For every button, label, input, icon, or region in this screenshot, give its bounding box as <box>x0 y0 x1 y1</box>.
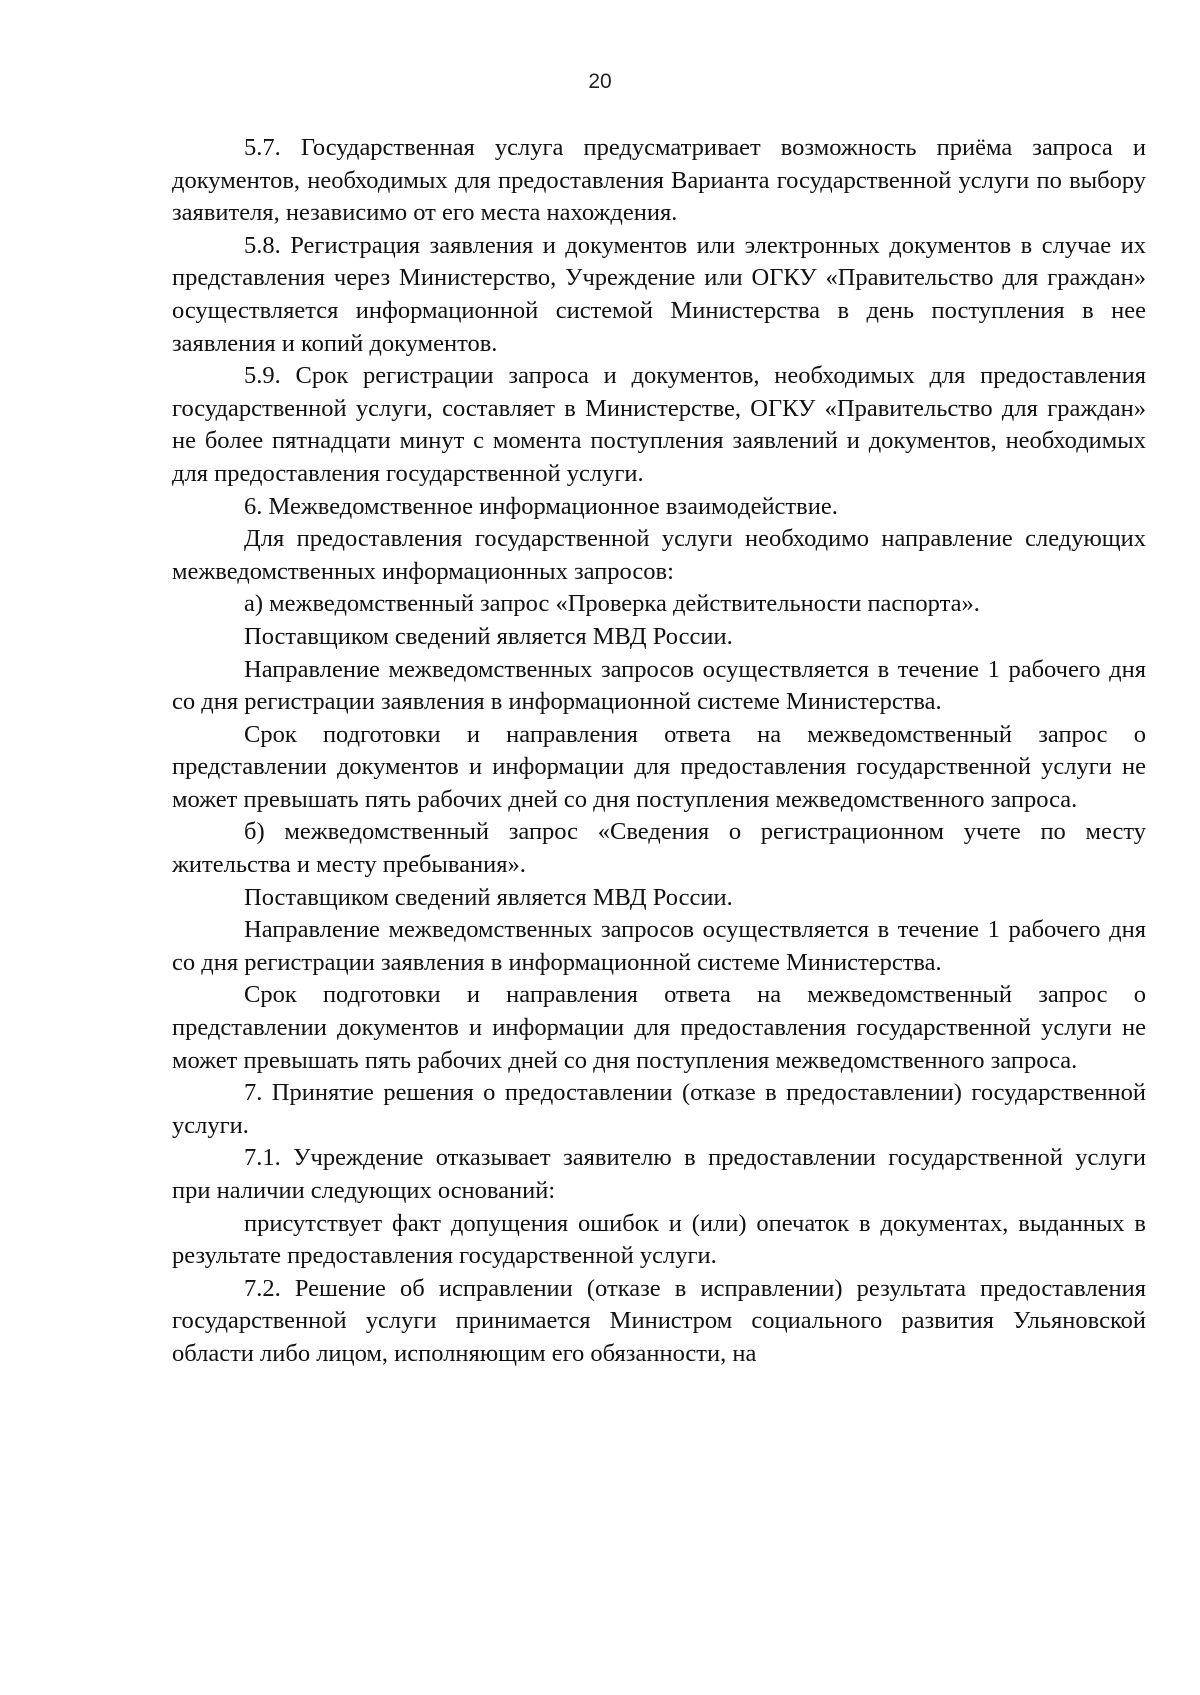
paragraph-5-7: 5.7. Государственная услуга предусматривает возможность приёма запроса и документов, необходимых для предоставления Варианта государственной услуги по выбору заявителя, независимо от его места нахождения. <box>172 134 1146 227</box>
paragraph-deadline-b: Срок подготовки и направления ответа на межведомственный запрос о представлении документов и информации для предоставления государственной услуги не может превышать пять рабочих дней со дня поступления межведомственного запроса. <box>172 981 1146 1074</box>
paragraph-7-1-ground: присутствует факт допущения ошибок и (или) опечаток в документах, выданных в результате предоставления государственной услуги. <box>172 1209 1146 1270</box>
paragraph-supplier-a: Поставщиком сведений является МВД России. <box>244 622 733 650</box>
section-heading-6: 6. Межведомственное информационное взаимодействие. <box>244 492 838 520</box>
paragraph-request-a: а) межведомственный запрос «Проверка действительности паспорта». <box>244 590 980 618</box>
paragraph-7-1: 7.1. Учреждение отказывает заявителю в предоставлении государственной услуги при наличии следующих оснований: <box>172 1144 1146 1204</box>
page-number: 20 <box>588 70 612 93</box>
document-body <box>172 132 1146 1371</box>
paragraph-5-8: 5.8. Регистрация заявления и документов или электронных документов в случае их представления через Министерство, Учреждение или ОГКУ «Правительство для граждан» осуществляется информационной системой Министерства в день поступления в нее заявления и копий документов. <box>172 231 1146 357</box>
paragraph-deadline-a: Срок подготовки и направления ответа на межведомственный запрос о представлении документов и информации для предоставления государственной услуги не может превышать пять рабочих дней со дня поступления межведомственного запроса. <box>172 720 1146 813</box>
paragraph-7-2: 7.2. Решение об исправлении (отказе в исправлении) результата предоставления государственной услуги принимается Министром социального развития Ульяновской области либо лицом, исполняющим его обязанности, на <box>172 1274 1146 1367</box>
paragraph-direction-b: Направление межведомственных запросов осуществляется в течение 1 рабочего дня со дня регистрации заявления в информационной системе Министерства. <box>172 916 1146 976</box>
paragraph-supplier-b: Поставщиком сведений является МВД России. <box>244 883 733 911</box>
section-heading-7: 7. Принятие решения о предоставлении (отказе в предоставлении) государственной услуги. <box>172 1079 1146 1139</box>
paragraph-requests-intro: Для предоставления государственной услуги необходимо направление следующих межведомственных информационных запросов: <box>172 525 1146 585</box>
paragraph-direction-a: Направление межведомственных запросов осуществляется в течение 1 рабочего дня со дня регистрации заявления в информационной системе Министерства. <box>172 655 1146 716</box>
paragraph-request-b: б) межведомственный запрос «Сведения о регистрационном учете по месту жительства и месту пребывания». <box>172 818 1146 879</box>
paragraph-5-9: 5.9. Срок регистрации запроса и документов, необходимых для предоставления государственной услуги, составляет в Министерстве, ОГКУ «Правительство для граждан» не более пятнадцати минут с момента поступления заявлений и документов, необходимых для предоставления государственной услуги. <box>172 362 1146 487</box>
